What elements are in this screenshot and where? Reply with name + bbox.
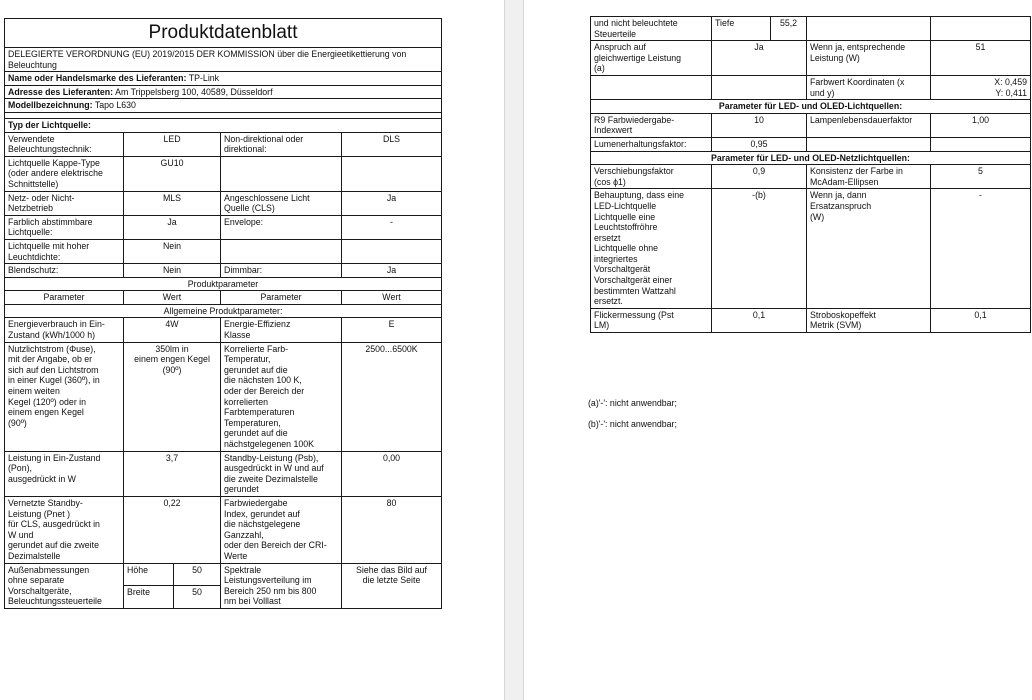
param-value: 2500...6500K (342, 342, 442, 451)
column-header: Wert (124, 291, 221, 305)
model-label: Modellbezeichnung: (8, 100, 93, 111)
param-label: Vernetzte Standby- Leistung (Pnet ) für CLS, ausgedrückt in W und gerundet auf die zweite Dezimalstelle (5, 496, 124, 563)
table-row (5, 342, 442, 451)
table-row (5, 496, 442, 563)
param-value: 0,1 (931, 308, 1031, 332)
param-label: Farblich abstimmbare Lichtquelle: (5, 215, 124, 239)
product-datasheet-table-continued (590, 16, 1031, 333)
param-label: Lampenlebensdauerfaktor (807, 113, 931, 137)
param-label: R9 Farbwiedergabe- Indexwert (591, 113, 712, 137)
supplier-row (5, 72, 442, 86)
param-value (342, 239, 442, 263)
table-row (5, 264, 442, 278)
table-row (591, 41, 1031, 76)
table-row (5, 191, 442, 215)
param-label: Lichtquelle mit hoher Leuchtdichte: (5, 239, 124, 263)
param-label: Verwendete Beleuchtungstechnik: (5, 132, 124, 156)
param-label: Energie-Effizienz Klasse (221, 318, 342, 342)
param-label (807, 137, 931, 151)
param-value: 0,00 (342, 451, 442, 496)
param-label: Verschiebungsfaktor (cos ϕ1) (591, 165, 712, 189)
param-value: 0,95 (712, 137, 807, 151)
param-label: Blendschutz: (5, 264, 124, 278)
product-datasheet-table (4, 18, 442, 609)
table-row (5, 215, 442, 239)
table-row (591, 165, 1031, 189)
spectral-label: Spektrale Leistungsverteilung im Bereich 250 nm bis 800 nm bei Volllast (221, 563, 342, 608)
param-value: 350lm in einem engen Kegel (90º) (124, 342, 221, 451)
led-params-heading: Parameter für LED- und OLED-Lichtquellen: (591, 100, 1031, 114)
light-type-heading: Typ der Lichtquelle: (5, 118, 442, 132)
param-value: 3,7 (124, 451, 221, 496)
param-value (712, 75, 807, 99)
product-params-heading: Produktparameter (5, 277, 442, 291)
param-value: Ja (124, 215, 221, 239)
param-value: MLS (124, 191, 221, 215)
regulation-text: DELEGIERTE VERORDNUNG (EU) 2019/2015 DER KOMMISSION über die Energieetikettierung von Beleuchtung (5, 48, 442, 72)
table-row (5, 239, 442, 263)
param-value: 4W (124, 318, 221, 342)
page-title: Produktdatenblatt (5, 19, 442, 48)
param-label (221, 156, 342, 191)
width-value: 50 (174, 586, 221, 609)
param-label: Konsistenz der Farbe in McAdam-Ellipsen (807, 165, 931, 189)
param-value: 1,00 (931, 113, 1031, 137)
empty-cell (807, 17, 931, 41)
table-row (5, 451, 442, 496)
supplier-label: Name oder Handelsmarke des Lieferanten: (8, 73, 187, 84)
param-value (931, 137, 1031, 151)
supplier-value: TP-Link (188, 73, 220, 84)
spectral-value: Siehe das Bild auf die letzte Seite (342, 563, 442, 608)
param-value: Nein (124, 264, 221, 278)
param-label (591, 75, 712, 99)
param-label: Wenn ja, dann Ersatzanspruch (W) (807, 189, 931, 309)
table-row (591, 113, 1031, 137)
param-label: Anspruch auf gleichwertige Leistung (a) (591, 41, 712, 76)
address-label: Adresse des Lieferanten: (8, 86, 114, 97)
table-row (5, 563, 442, 586)
param-label: Netz- oder Nicht- Netzbetrieb (5, 191, 124, 215)
param-label: Flickermessung (Pst LM) (591, 308, 712, 332)
param-label: Dimmbar: (221, 264, 342, 278)
address-row (5, 85, 442, 99)
height-label: Höhe (124, 563, 174, 586)
param-value: -(b) (712, 189, 807, 309)
dimensions-label: Außenabmessungen ohne separate Vorschaltgeräte, Beleuchtungssteuerteile (5, 563, 124, 608)
model-value: Tapo L630 (94, 100, 136, 111)
param-label: Wenn ja, entsprechende Leistung (W) (807, 41, 931, 76)
param-label: Standby-Leistung (Psb), ausgedrückt in W und auf die zweite Dezimalstelle gerundet (221, 451, 342, 496)
param-value: Ja (342, 191, 442, 215)
param-label: Korrelierte Farb- Temperatur, gerundet auf die die nächsten 100 K, oder der Bereich der korrelierten Farbtemperaturen Temperaturen, gerundet auf die nächstgelegenen 100K (221, 342, 342, 451)
table-row (591, 308, 1031, 332)
column-header: Parameter (221, 291, 342, 305)
column-header-row (5, 291, 442, 305)
general-params-heading: Allgemeine Produktparameter: (5, 304, 442, 318)
param-label: Energieverbrauch in Ein- Zustand (kWh/1000 h) (5, 318, 124, 342)
param-value: 80 (342, 496, 442, 563)
column-header: Parameter (5, 291, 124, 305)
table-row (5, 156, 442, 191)
param-value: 0,1 (712, 308, 807, 332)
param-value: Nein (124, 239, 221, 263)
param-label (221, 239, 342, 263)
param-label: Lichtquelle Kappe-Type (oder andere elektrische Schnittstelle) (5, 156, 124, 191)
height-value: 50 (174, 563, 221, 586)
param-value: - (931, 189, 1031, 309)
param-value: 10 (712, 113, 807, 137)
document-page-2 (524, 0, 1032, 700)
param-value: 0,22 (124, 496, 221, 563)
table-row (5, 132, 442, 156)
width-label: Breite (124, 586, 174, 609)
led-net-params-heading: Parameter für LED- und OLED-Netzlichtquellen: (591, 151, 1031, 165)
param-value: 5 (931, 165, 1031, 189)
param-value: GU10 (124, 156, 221, 191)
table-row (591, 137, 1031, 151)
depth-label: Tiefe (712, 17, 771, 41)
footnote-b: (b)'-': nicht anwendbar; (588, 419, 677, 429)
table-row (591, 75, 1031, 99)
address-value: Am Trippelsberg 100, 40589, Düsseldorf (115, 86, 273, 97)
param-label: Angeschlossene Licht Quelle (CLS) (221, 191, 342, 215)
param-label: Envelope: (221, 215, 342, 239)
table-row (5, 318, 442, 342)
param-label: Non-direktional oder direktional: (221, 132, 342, 156)
table-row (591, 189, 1031, 309)
param-value: E (342, 318, 442, 342)
param-label: Nutzlichtstrom (Φuse), mit der Angabe, ob er sich auf den Lichtstrom in einer Kugel (360º), in einem weiten Kegel (120º) oder in einem engen Kegel (90º) (5, 342, 124, 451)
param-label: Lumenerhaltungsfaktor: (591, 137, 712, 151)
param-label: Farbwert Koordinaten (x und y) (807, 75, 931, 99)
param-value: LED (124, 132, 221, 156)
param-label: Leistung in Ein-Zustand (Pon), ausgedrückt in W (5, 451, 124, 496)
param-label: Behauptung, dass eine LED-Lichtquelle Lichtquelle eine Leuchtstoffröhre ersetzt Lichtquelle ohne integriertes Vorschaltgerät Vorschaltgerät einer bestimmten Wattzahl ersetzt. (591, 189, 712, 309)
param-value: 0,9 (712, 165, 807, 189)
param-value: X: 0,459 Y: 0,411 (931, 75, 1031, 99)
column-header: Wert (342, 291, 442, 305)
depth-value: 55,2 (771, 17, 807, 41)
footnote-a: (a)'-': nicht anwendbar; (588, 398, 677, 408)
table-row (591, 17, 1031, 41)
param-value: Ja (712, 41, 807, 76)
param-label: und nicht beleuchtete Steuerteile (591, 17, 712, 41)
param-label: Stroboskopeffekt Metrik (SVM) (807, 308, 931, 332)
param-value (342, 156, 442, 191)
param-value: Ja (342, 264, 442, 278)
param-value: DLS (342, 132, 442, 156)
page-gutter (504, 0, 524, 700)
model-row (5, 99, 442, 113)
param-value: - (342, 215, 442, 239)
document-page-1 (0, 0, 504, 700)
param-value: 51 (931, 41, 1031, 76)
empty-cell (931, 17, 1031, 41)
param-label: Farbwiedergabe Index, gerundet auf die nächstgelegene Ganzzahl, oder den Bereich der CRI- Werte (221, 496, 342, 563)
